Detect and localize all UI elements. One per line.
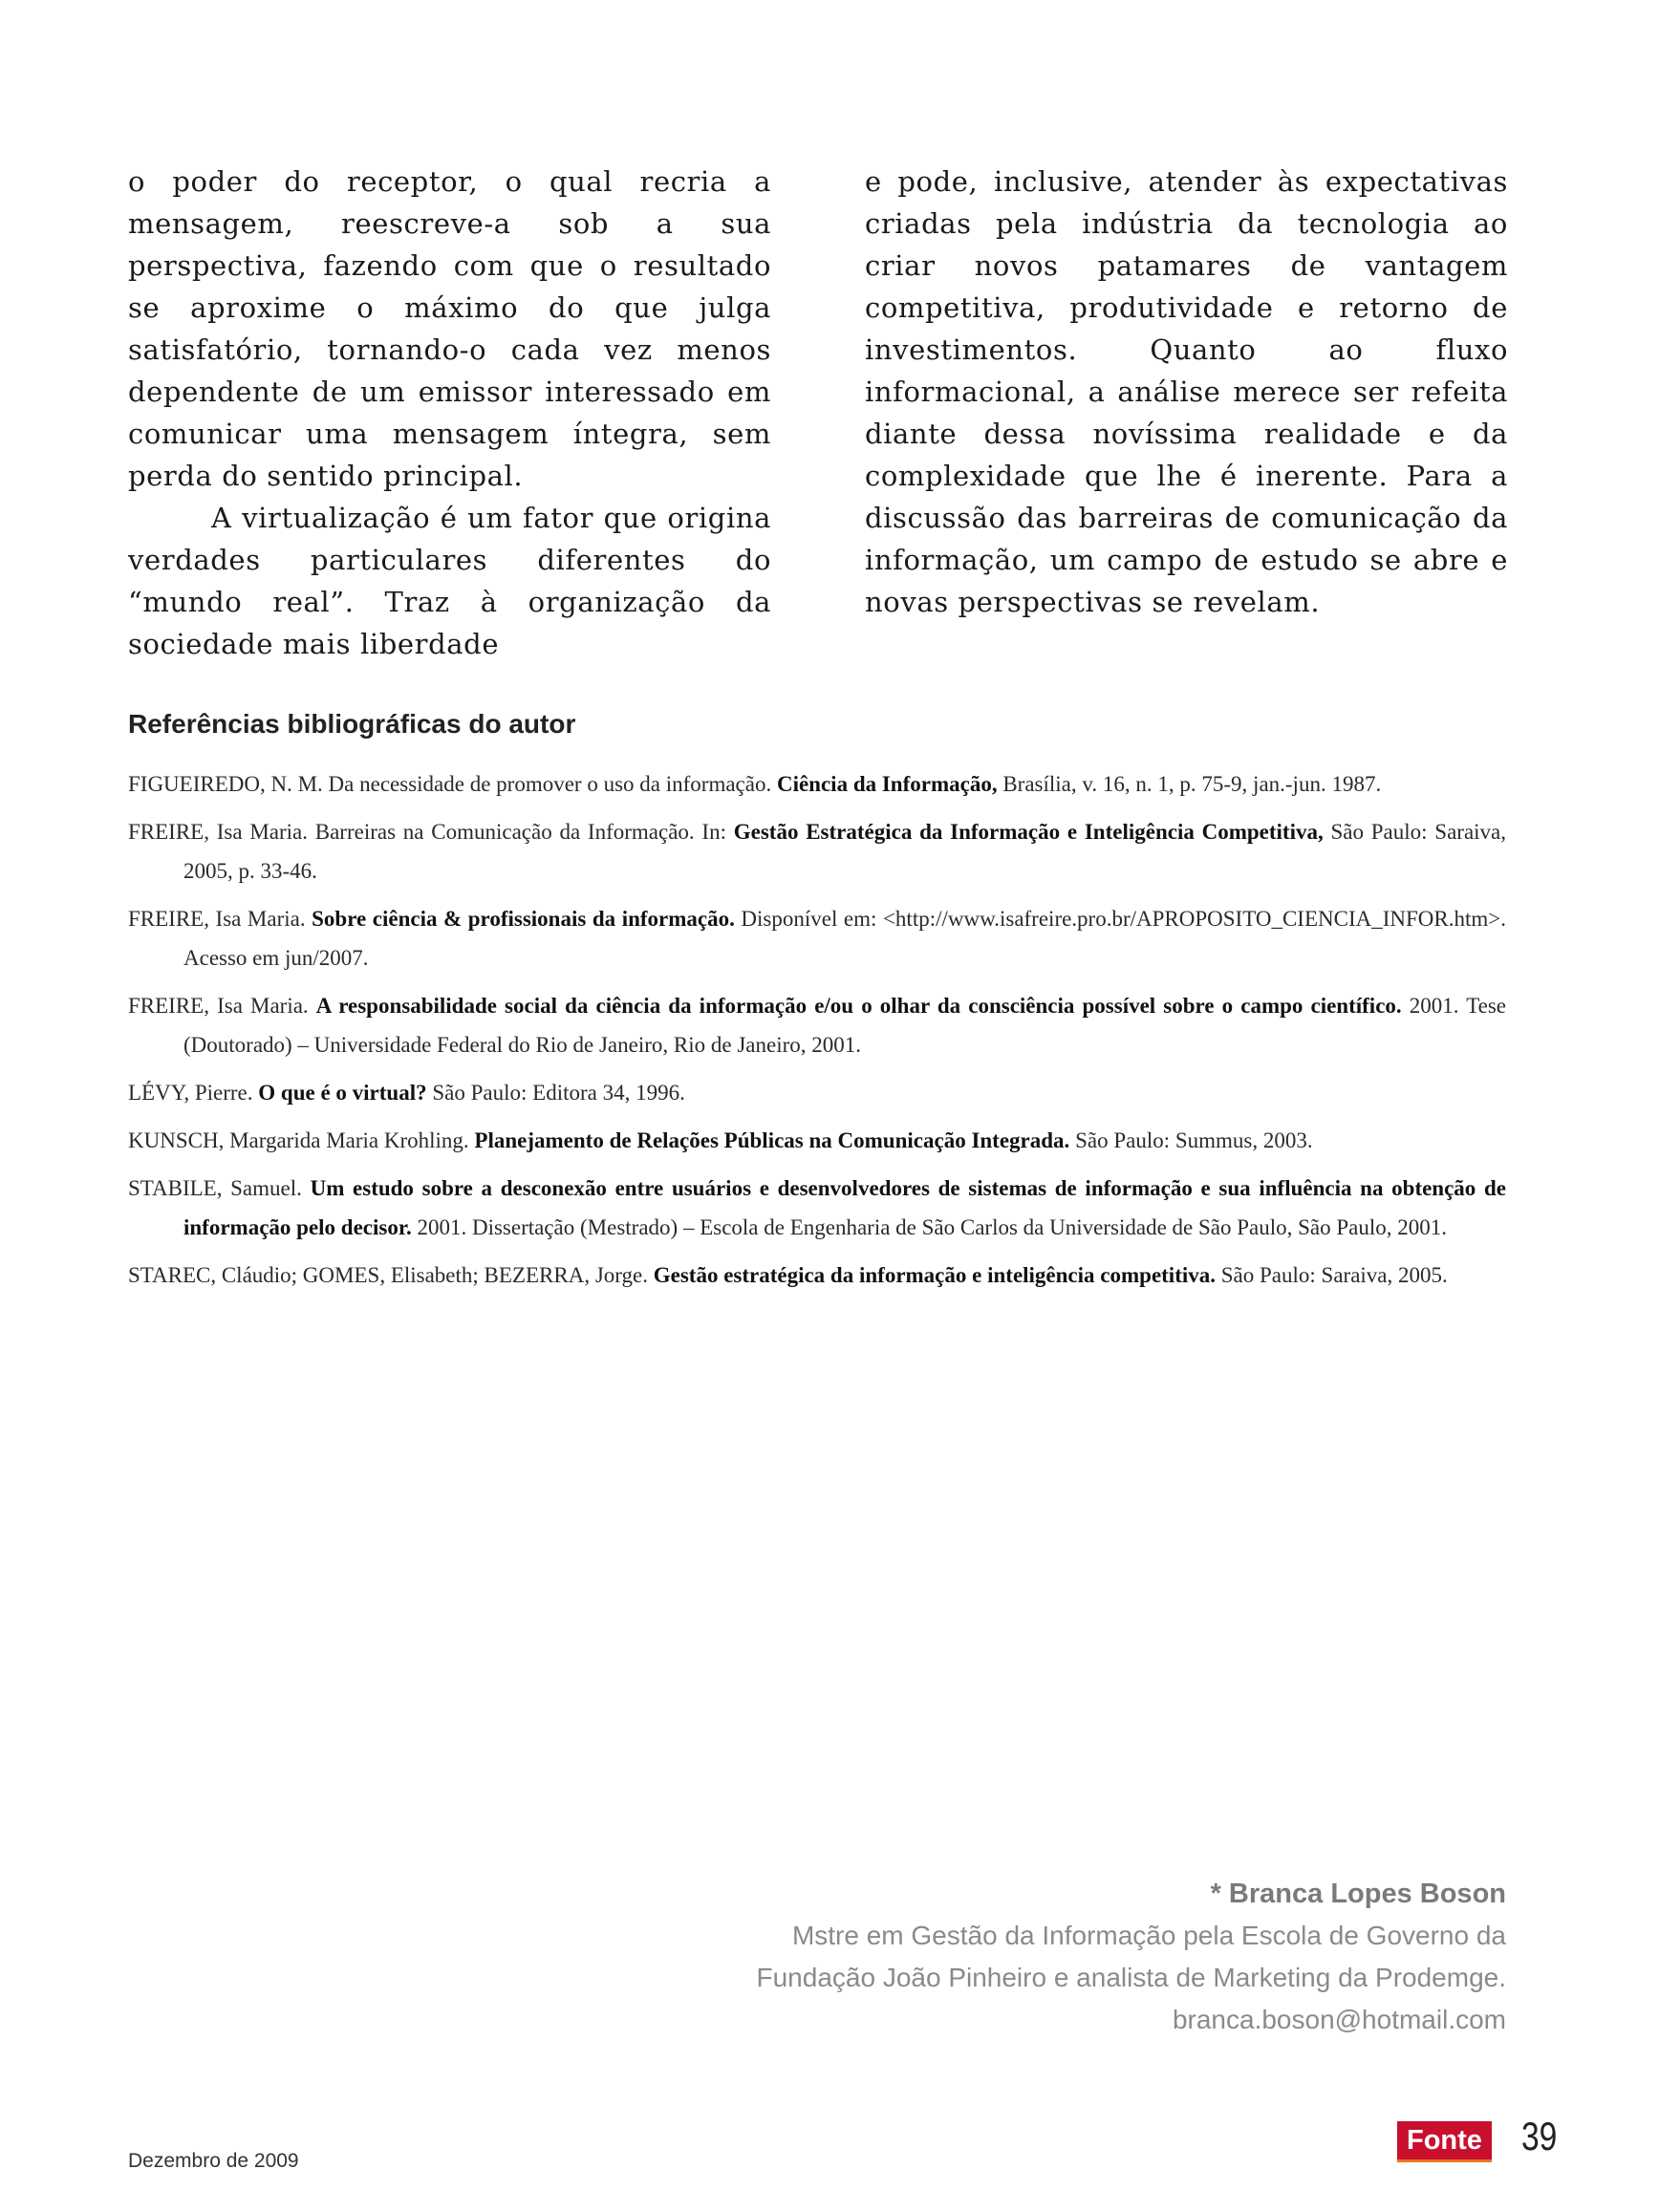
reference-text: FREIRE, Isa Maria. (128, 907, 312, 931)
article-paragraph: o poder do receptor, o qual recria a mensagem, reescreve-a sob a sua perspectiva, fazendo com que o resultado se aproxime o máximo do que julga satisfatório, tornando-o cada vez menos dependente de um emissor interessado em comunicar uma mensagem íntegra, sem perda do sentido principal. (128, 165, 771, 492)
author-email: branca.boson@hotmail.com (1172, 2005, 1506, 2034)
reference-text: LÉVY, Pierre. (128, 1081, 259, 1105)
article-column-right (865, 161, 1508, 623)
reference-text: FREIRE, Isa Maria. (128, 994, 316, 1018)
reference-item (128, 899, 1506, 977)
reference-text: FREIRE, Isa Maria. Barreiras na Comunicação da Informação. In: (128, 820, 734, 844)
reference-text: Brasília, v. 16, n. 1, p. 75-9, jan.-jun. 1987. (997, 772, 1382, 796)
reference-item (128, 812, 1506, 891)
article-column-left (128, 161, 771, 665)
page-number: 39 (1521, 2114, 1558, 2158)
reference-item (128, 1073, 1506, 1112)
reference-text: 2001. Tese (Doutorado) – Universidade Federal do Rio de Janeiro, Rio de Janeiro, 2001. (183, 994, 1507, 1057)
reference-item (128, 1169, 1506, 1247)
reference-title: Planejamento de Relações Públicas na Comunicação Integrada. (474, 1128, 1070, 1152)
reference-text: 2001. Dissertação (Mestrado) – Escola de Engenharia de São Carlos da Universidade de São Paulo, São Paulo, 2001. (411, 1215, 1448, 1239)
author-bio-line: Fundação João Pinheiro e analista de Marketing da Prodemge. (756, 1963, 1506, 1992)
article-paragraph: e pode, inclusive, atender às expectativas criadas pela indústria da tecnologia ao criar novos patamares de vantagem competitiva, produtividade e retorno de investimentos. Quanto ao fluxo informacional, a análise merece ser refeita diante dessa novíssima realidade e da complexidade que lhe é inerente. Para a discussão das barreiras de comunicação da informação, um campo de estudo se abre e novas perspectivas se revelam. (865, 165, 1508, 618)
reference-title: Um estudo sobre a desconexão entre usuários e desenvolvedores de sistemas de informação e sua influência na obtenção de informação pelo decisor. (183, 1176, 1506, 1239)
reference-text: São Paulo: Editora 34, 1996. (426, 1081, 685, 1105)
reference-title: Gestão Estratégica da Informação e Inteligência Competitiva, (733, 820, 1324, 844)
reference-text: STAREC, Cláudio; GOMES, Elisabeth; BEZERRA, Jorge. (128, 1263, 654, 1287)
footer-date: Dezembro de 2009 (128, 2150, 299, 2172)
reference-title: O que é o virtual? (258, 1081, 427, 1105)
magazine-logo: Fonte (1397, 2121, 1492, 2162)
reference-text: São Paulo: Saraiva, 2005. (1216, 1263, 1448, 1287)
reference-text: FIGUEIREDO, N. M. Da necessidade de promover o uso da informação. (128, 772, 777, 796)
reference-text: São Paulo: Saraiva, 2005, p. 33-46. (183, 820, 1507, 883)
reference-title: Sobre ciência & profissionais da informação. (312, 907, 735, 931)
reference-item (128, 1121, 1506, 1160)
reference-list (128, 764, 1506, 1303)
reference-title: A responsabilidade social da ciência da informação e/ou o olhar da consciência possível sobre o campo científico. (315, 994, 1402, 1018)
references-heading: Referências bibliográficas do autor (128, 709, 576, 739)
reference-text: São Paulo: Summus, 2003. (1069, 1128, 1313, 1152)
article-paragraph: A virtualização é um fator que origina verdades particulares diferentes do “mundo real”. Traz à organização da sociedade mais liberdade (128, 502, 771, 660)
author-name: * Branca Lopes Boson (1210, 1879, 1506, 1909)
reference-title: Gestão estratégica da informação e inteligência competitiva. (653, 1263, 1216, 1287)
reference-item (128, 986, 1506, 1064)
author-bio-line: Mstre em Gestão da Informação pela Escola de Governo da (791, 1921, 1506, 1950)
author-note (757, 1873, 1507, 2041)
reference-text: KUNSCH, Margarida Maria Krohling. (128, 1128, 475, 1152)
reference-text: STABILE, Samuel. (128, 1176, 311, 1200)
reference-text: Disponível em: <http://www.isafreire.pro.br/APROPOSITO_CIENCIA_INFOR.htm>. Acesso em jun/2007. (183, 907, 1506, 970)
reference-item (128, 764, 1506, 804)
reference-item (128, 1256, 1506, 1295)
reference-title: Ciência da Informação, (776, 772, 998, 796)
